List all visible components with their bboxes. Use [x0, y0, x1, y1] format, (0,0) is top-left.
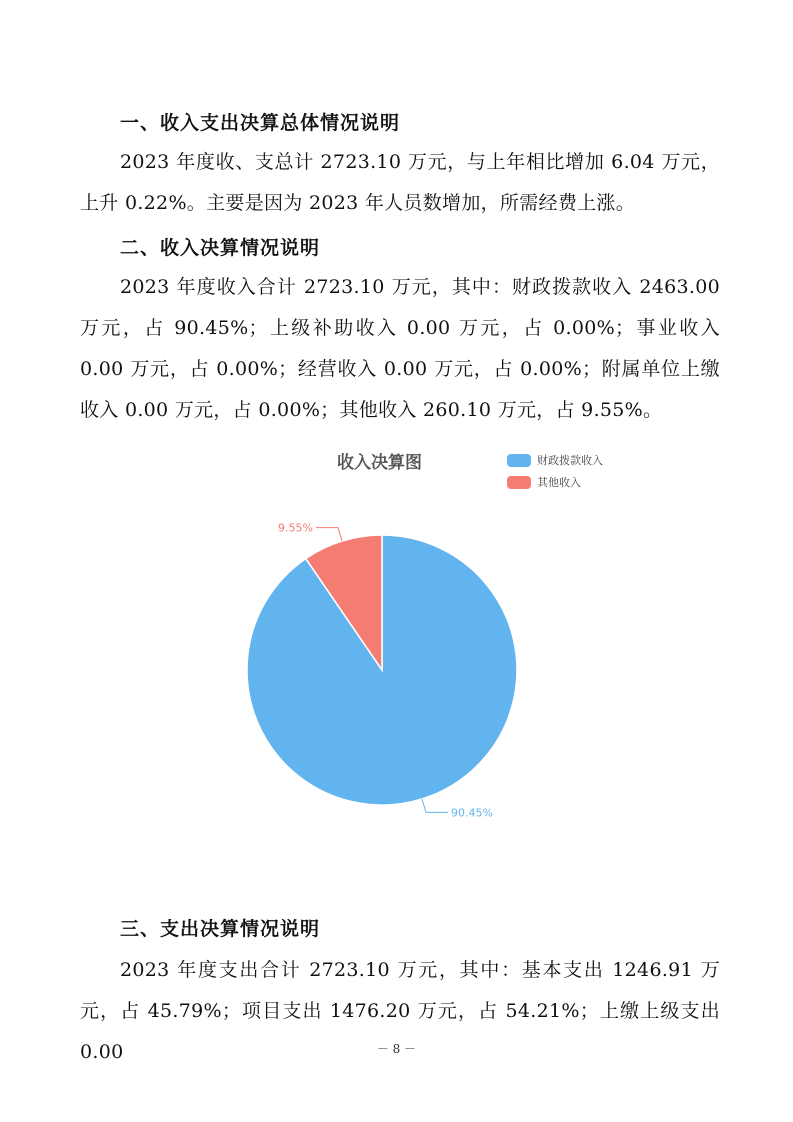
legend-label: 其他收入: [537, 476, 581, 489]
chart-title: 收入决算图: [337, 453, 422, 473]
section-heading: 二、收入决算情况说明: [120, 237, 321, 259]
paragraph: 2023 年度支出合计 2723.10 万元，其中：基本支出 1246.91 万元，占 45.79%；项目支出 1476.20 万元，占 54.21%；上缴上级支出 0.00: [80, 959, 720, 1063]
section-heading: 一、收入支出决算总体情况说明: [120, 112, 401, 134]
legend-label: 财政拨款收入: [537, 454, 603, 467]
slice-data-label: 90.45%: [451, 806, 493, 820]
slice-data-label: 9.55%: [278, 521, 313, 535]
slice-leader-line: [422, 799, 448, 812]
page-number: － 8 －: [376, 1042, 417, 1056]
slice-leader-line: [316, 528, 342, 541]
section-heading: 三、支出决算情况说明: [120, 918, 321, 940]
paragraph: 2023 年度收入合计 2723.10 万元，其中：财政拨款收入 2463.00 万元，占 90.45%；上级补助收入 0.00 万元，占 0.00%；事业收入 0.00 万元，占 0.00%；经营收入 0.00 万元，占 0.00%；附属单位上缴收入 0.00 万元，占 0.00%；其他收入 260.10 万元，占 9.55%。: [80, 276, 720, 421]
paragraph: 2023 年度收、支总计 2723.10 万元，与上年相比增加 6.04 万元，上升 0.22%。主要是因为 2023 年人员数增加，所需经费上涨。: [80, 151, 720, 214]
